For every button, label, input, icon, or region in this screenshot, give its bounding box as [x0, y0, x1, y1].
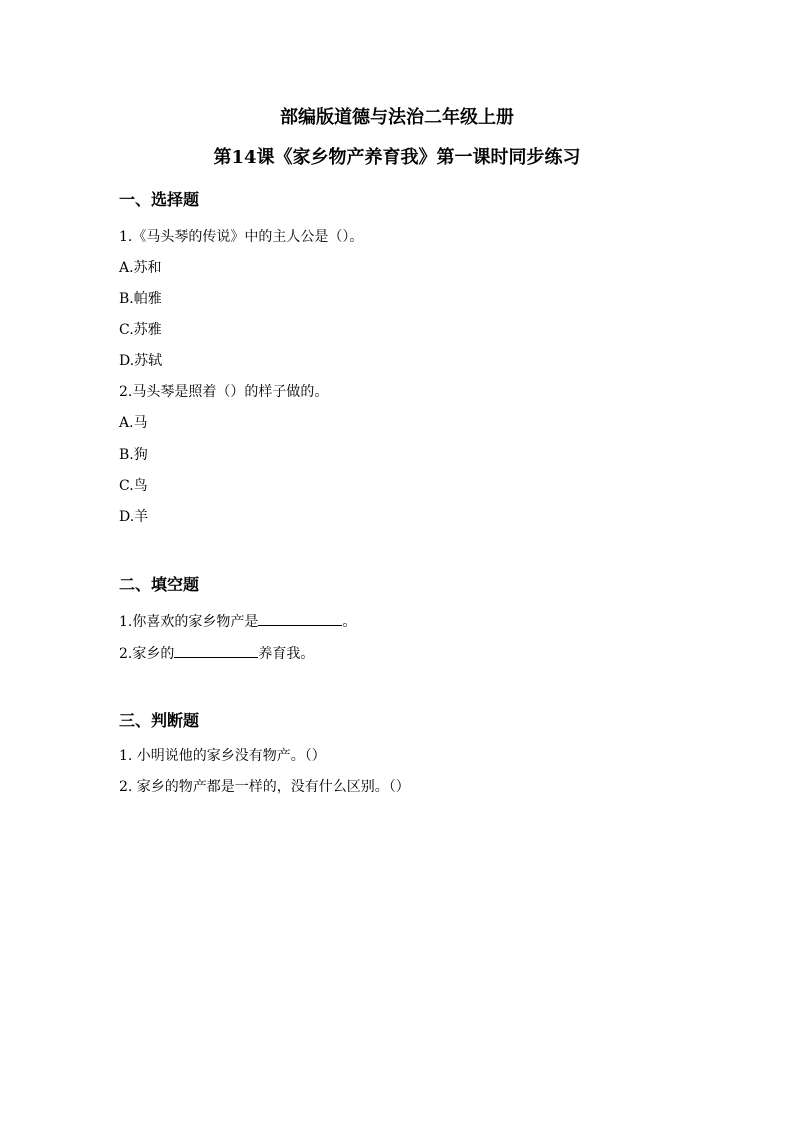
page-title: 部编版道德与法治二年级上册 [280, 107, 514, 128]
fill-question-text: 2.家乡的 [119, 646, 175, 662]
section-heading-judge: 三、判断题 [119, 711, 200, 730]
option-d: D.羊 [119, 509, 149, 525]
judge-question: 2. 家乡的物产都是一样的，没有什么区别。（） [119, 779, 410, 795]
answer-blank[interactable] [258, 611, 342, 626]
judge-question: 1. 小明说他的家乡没有物产。（） [119, 748, 326, 764]
fill-question-end: 。 [342, 614, 357, 630]
option-b: B.帕雅 [119, 291, 162, 307]
option-a: A.马 [119, 415, 148, 431]
section-heading-choice: 一、选择题 [119, 190, 200, 209]
answer-blank[interactable] [174, 643, 258, 658]
fill-question [119, 643, 314, 664]
option-d: D.苏轼 [119, 353, 163, 369]
option-b: B.狗 [119, 447, 148, 463]
fill-question-text: 1.你喜欢的家乡物产是 [119, 614, 259, 630]
question-stem: 2.马头琴是照着（）的样子做的。 [119, 384, 329, 400]
fill-question-end: 养育我。 [258, 646, 315, 662]
page-subtitle: 第14课《家乡物产养育我》第一课时同步练习 [213, 147, 581, 168]
question-stem: 1.《马头琴的传说》中的主人公是（）。 [119, 229, 364, 245]
option-a: A.苏和 [119, 260, 162, 276]
fill-question [119, 611, 356, 632]
option-c: C.苏雅 [119, 322, 162, 338]
section-heading-fill: 二、填空题 [119, 575, 200, 594]
option-c: C.鸟 [119, 478, 148, 494]
